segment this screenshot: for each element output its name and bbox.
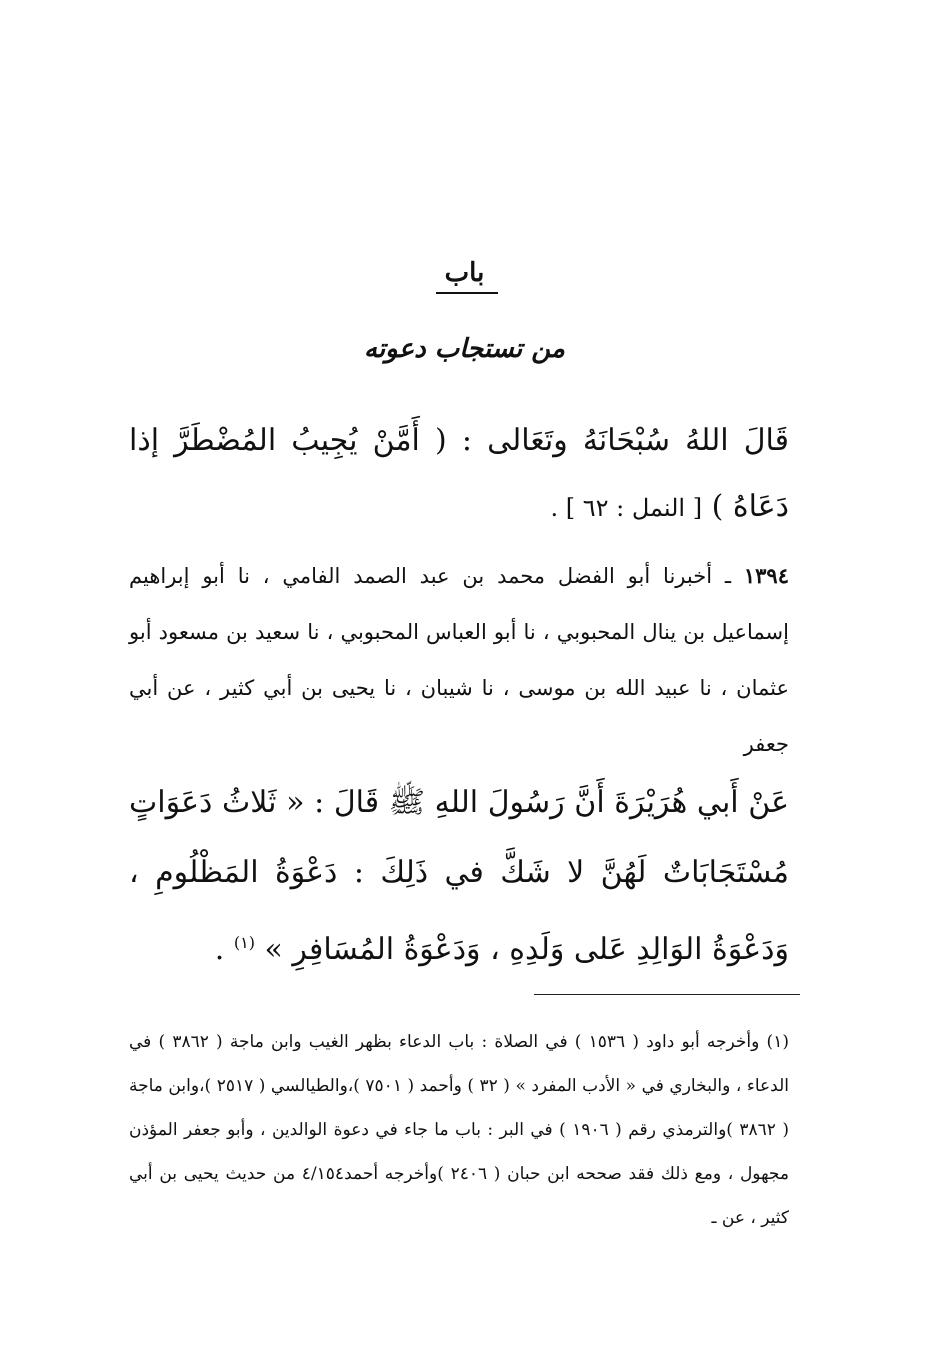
matn-text: عَنْ أَبي هُرَيْرَةَ أَنَّ رَسُولَ اللهِ ﷺ قَالَ : « ثَلاثُ دَعَوَاتٍ مُسْتَجَابَاتٌ لَهُنَّ لا شَكَّ في ذَلِكَ : دَعْوَةُ المَظْلُومِ ، وَدَعْوَةُ الوَالِدِ عَلى وَلَدِهِ ، وَدَعْوَةُ المُسَافِرِ »: [129, 785, 789, 967]
verse-reference: [ النمل : ٦٢ ] .: [550, 494, 703, 522]
matn-end: .: [214, 932, 225, 967]
footnote-separator: [534, 994, 800, 995]
chapter-heading: باب: [444, 258, 485, 288]
chapter-title: من تستجاب دعوته: [364, 334, 565, 364]
footnote: (١) وأخرجه أبو داود ( ١٥٣٦ ) في الصلاة : باب الدعاء بظهر الغيب وابن ماجة ( ٣٨٦٢ ) في الدعاء ، والبخاري في « الأدب المفرد » ( ٣٢ ) وأحمد ( ٧٥٠١ )،والطيالسي ( ٢٥١٧ )،وابن ماجة ( ٣٨٦٢ )والترمذي رقم ( ١٩٠٦ ) في البر : باب ما جاء في دعوة الوالدين ، وأبو جعفر المؤذن مجهول ، ومع ذلك فقد صححه ابن حبان ( ٢٤٠٦ )وأخرجه أحمد٤/١٥٤ من حديث يحيى بن أبي كثير ، عن ـ: [129, 1032, 789, 1228]
footnote-marker: (١): [233, 933, 255, 952]
verse-text: قَالَ اللهُ سُبْحَانَهُ وتَعَالى : ( أَمَّنْ يُجِيبُ المُضْطَرَّ إذا دَعَاهُ ): [129, 423, 789, 524]
isnad-text: ـ أخبرنا أبو الفضل محمد بن عبد الصمد الفامي ، نا أبو إبراهيم إسماعيل بن ينال المحبوبي ، نا أبو العباس المحبوبي ، نا سعيد بن مسعود أبو عثمان ، نا عبيد الله بن موسى ، نا شيبان ، نا يحيى بن أبي كثير ، عن أبي جعفر: [129, 564, 789, 756]
heading-underline: [436, 292, 498, 294]
quran-verse: [129, 408, 789, 541]
hadith-isnad: [129, 548, 789, 772]
hadith-matn: [129, 768, 789, 985]
hadith-number: ١٣٩٤: [743, 563, 789, 588]
